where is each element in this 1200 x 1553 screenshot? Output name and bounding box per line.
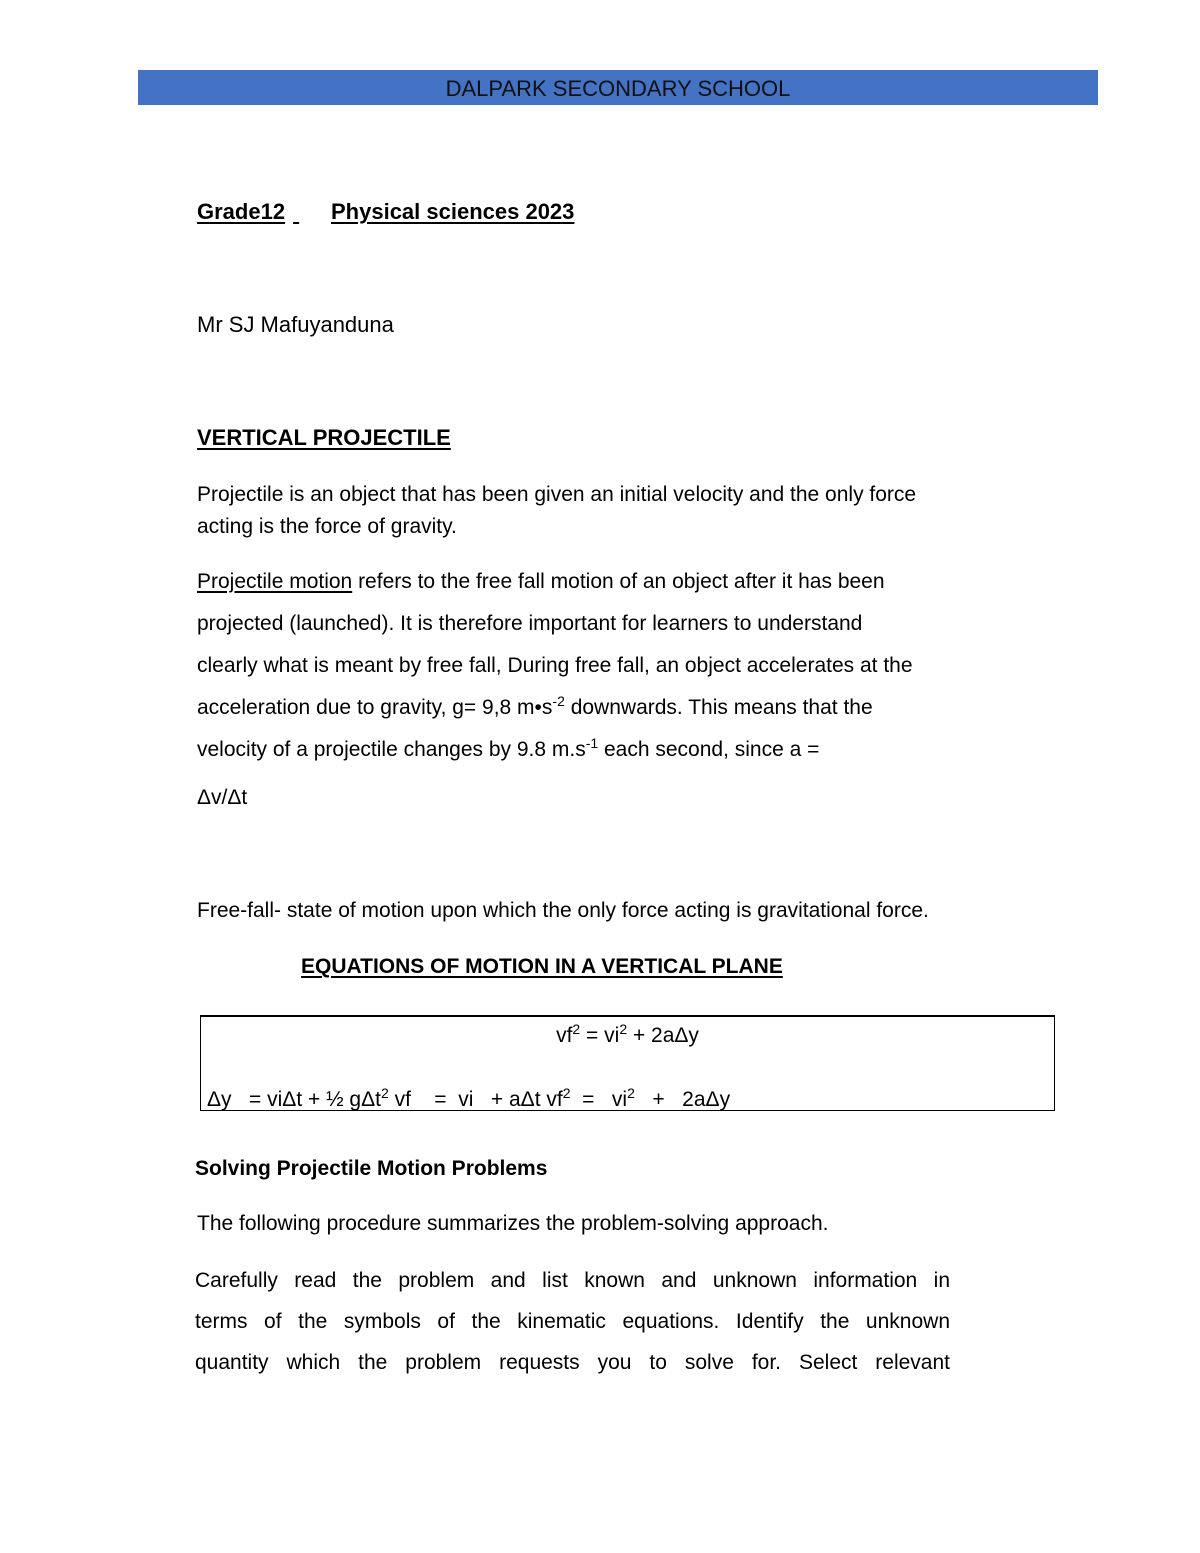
eq-final-velocity: vf = vi + aΔt vf [388,1088,563,1111]
motion-line-5 [197,737,819,763]
motion-line-1-rest: refers to the free fall motion of an object after it has been [352,570,885,593]
equation-line-1 [201,1023,1054,1049]
eq-exp: 2 [619,1021,628,1037]
gravity-text: acceleration due to gravity, g= 9,8 m•s [197,696,553,719]
equations-box [200,1015,1055,1111]
definition-line-2: acting is the force of gravity. [197,515,457,538]
eq-term: + 2aΔy [634,1088,731,1111]
section-title: VERTICAL PROJECTILE [197,425,451,450]
velocity-text-end: each second, since a = [598,738,820,761]
motion-line-1 [197,569,885,595]
equations-title: EQUATIONS OF MOTION IN A VERTICAL PLANE [301,955,783,978]
eq-exp: 2 [572,1021,581,1037]
velocity-text: velocity of a projectile changes by 9.8 m.s [197,738,586,761]
motion-line-4 [197,695,873,721]
free-fall-definition: Free-fall- state of motion upon which the only force acting is gravitational force. [197,899,929,922]
eq-initial-velocity: = vi [570,1088,628,1111]
definition-line-1: Projectile is an object that has been given an initial velocity and the only force [197,483,917,506]
eq-exp: 2 [627,1085,635,1101]
gravity-text-end: downwards. This means that the [564,696,873,719]
eq-vi: = vi [580,1024,620,1047]
procedure-line-3: quantity which the problem requests you to solve for. Select relevant [195,1351,950,1374]
eq-term: + 2aΔy [627,1024,699,1047]
procedure-line-1: Carefully read the problem and list known and unknown information in [195,1269,950,1292]
grade-label: Grade12 [197,199,286,224]
equation-line-2 [207,1087,730,1113]
eq-exp: 2 [380,1085,389,1101]
procedure-intro: The following procedure summarizes the problem-solving approach. [197,1212,829,1235]
solving-title: Solving Projectile Motion Problems [195,1157,548,1180]
eq-displacement: Δy = viΔt + ½ gΔt [207,1088,381,1111]
eq-exp: 2 [562,1085,571,1101]
teacher-name: Mr SJ Mafuyanduna [197,312,394,337]
eq-vf: vf [556,1024,573,1047]
motion-line-3: clearly what is meant by free fall, During free fall, an object accelerates at the [197,654,913,677]
school-name: DALPARK SECONDARY SCHOOL [445,76,791,101]
projectile-motion-term: Projectile motion [197,570,353,593]
motion-line-2: projected (launched). It is therefore important for learners to understand [197,612,863,635]
acceleration-formula: Δv/Δt [197,786,248,809]
velocity-exponent: -1 [585,735,599,751]
procedure-line-2: terms of the symbols of the kinematic equations. Identify the unknown [195,1310,950,1333]
title-underline-gap [293,199,331,225]
procedure-paragraph [195,1268,950,1391]
gravity-exponent: -2 [552,693,565,709]
subject-label: Physical sciences 2023 [331,199,575,224]
school-header-bar [138,70,1098,105]
